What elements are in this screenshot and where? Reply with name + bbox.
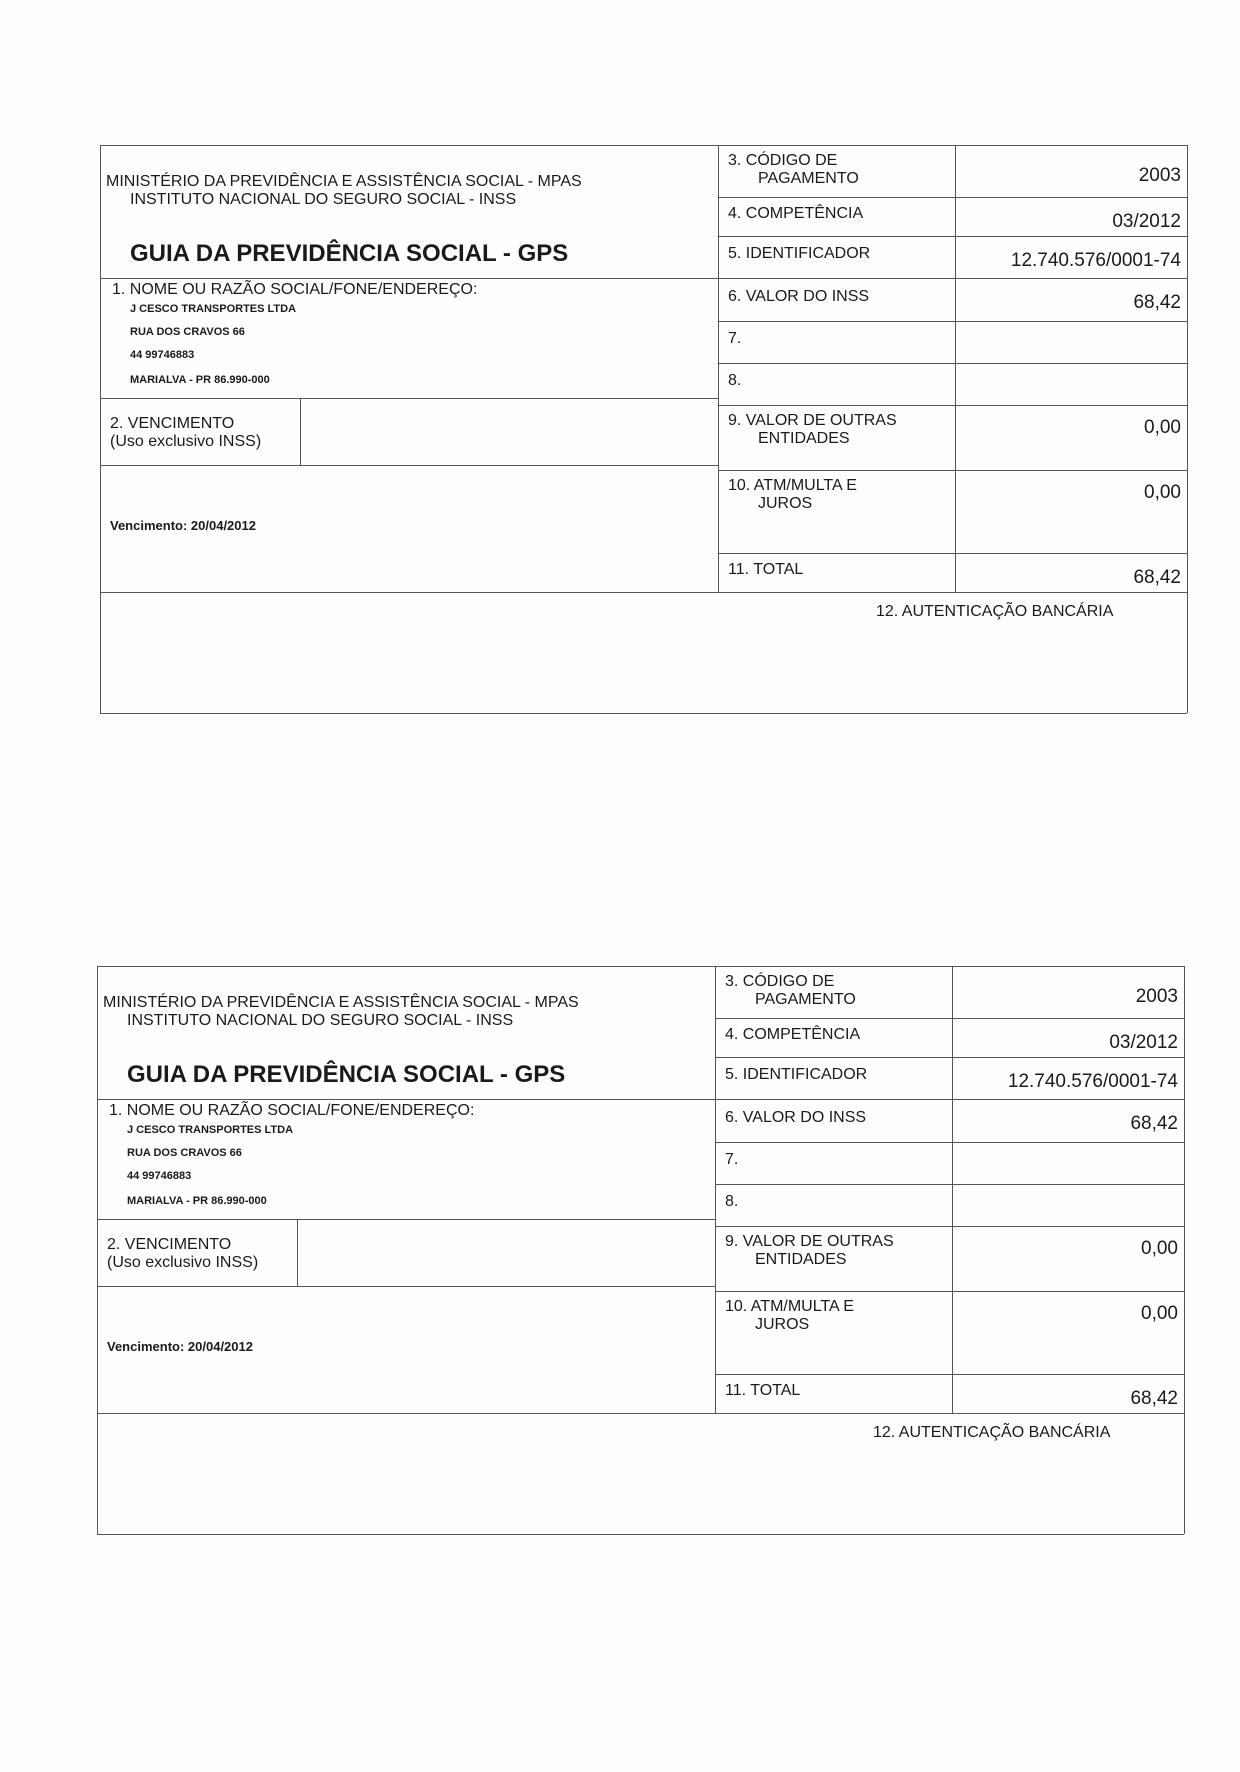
row-label: 7. bbox=[728, 330, 742, 347]
row-value: 0,00 bbox=[1144, 417, 1181, 438]
company-phone: 44 99746883 bbox=[127, 1170, 192, 1182]
row-label: 5. IDENTIFICADOR bbox=[728, 245, 871, 262]
row-label: 3. CÓDIGO DE bbox=[728, 152, 838, 169]
form-rule bbox=[100, 145, 101, 713]
row-label: 5. IDENTIFICADOR bbox=[725, 1066, 868, 1083]
gps-form-2 bbox=[97, 966, 1184, 1534]
form-rule bbox=[100, 398, 718, 399]
row-value: 2003 bbox=[1138, 165, 1181, 186]
form-rule bbox=[715, 1057, 1184, 1058]
form-rule bbox=[1187, 145, 1188, 713]
row-value: 68,42 bbox=[1133, 567, 1181, 588]
form-rule bbox=[97, 1219, 715, 1220]
form-rule bbox=[715, 966, 716, 1413]
row-label: 6. VALOR DO INSS bbox=[728, 287, 870, 305]
form-rule bbox=[100, 278, 718, 279]
form-rule bbox=[715, 1291, 1184, 1292]
row-value: 68,42 bbox=[1130, 1113, 1178, 1134]
form-rule bbox=[718, 145, 719, 592]
company-address: RUA DOS CRAVOS 66 bbox=[130, 326, 245, 338]
row-label: 11. TOTAL bbox=[728, 561, 804, 578]
form-title: GUIA DA PREVIDÊNCIA SOCIAL - GPS bbox=[130, 240, 569, 267]
form-rule bbox=[97, 966, 98, 1534]
row-label: 9. VALOR DE OUTRAS bbox=[725, 1233, 894, 1250]
row-value: 03/2012 bbox=[1109, 1032, 1178, 1053]
form-rule bbox=[718, 405, 1187, 406]
company-name: J CESCO TRANSPORTES LTDA bbox=[130, 303, 297, 315]
due-date-note: Vencimento: 20/04/2012 bbox=[107, 1339, 253, 1354]
gps-form-1 bbox=[100, 145, 1187, 713]
row-label: 11. TOTAL bbox=[725, 1382, 801, 1399]
form-rule bbox=[718, 553, 1187, 554]
row-value: 03/2012 bbox=[1112, 211, 1181, 232]
form-rule bbox=[952, 966, 953, 1413]
field2-sublabel: (Uso exclusivo INSS) bbox=[107, 1254, 259, 1271]
form-rule bbox=[100, 592, 1187, 593]
company-address: RUA DOS CRAVOS 66 bbox=[127, 1147, 242, 1159]
form-rule bbox=[715, 1018, 1184, 1019]
company-city: MARIALVA - PR 86.990-000 bbox=[130, 374, 270, 386]
company-name: J CESCO TRANSPORTES LTDA bbox=[127, 1124, 294, 1136]
form-rule bbox=[97, 1534, 1184, 1535]
row-value: 0,00 bbox=[1144, 482, 1181, 503]
field2-sublabel: (Uso exclusivo INSS) bbox=[110, 433, 262, 450]
row-value: 0,00 bbox=[1141, 1303, 1178, 1324]
row-value: 68,42 bbox=[1133, 292, 1181, 313]
row-value: 0,00 bbox=[1141, 1238, 1178, 1259]
row-label: 10. ATM/MULTA E bbox=[728, 477, 857, 494]
institute-name: INSTITUTO NACIONAL DO SEGURO SOCIAL - INSS bbox=[127, 1012, 514, 1029]
form-rule bbox=[715, 1226, 1184, 1227]
form-rule bbox=[100, 713, 1187, 714]
row-value: 12.740.576/0001-74 bbox=[1007, 1071, 1178, 1092]
form-rule bbox=[718, 470, 1187, 471]
form-rule bbox=[100, 145, 1187, 146]
ministry-name: MINISTÉRIO DA PREVIDÊNCIA E ASSISTÊNCIA SOCIAL - MPAS bbox=[103, 994, 579, 1011]
form-rule bbox=[718, 278, 1187, 279]
row-label: 9. VALOR DE OUTRAS bbox=[728, 412, 897, 429]
row-value: 12.740.576/0001-74 bbox=[1010, 250, 1181, 271]
ministry-name: MINISTÉRIO DA PREVIDÊNCIA E ASSISTÊNCIA SOCIAL - MPAS bbox=[106, 173, 582, 190]
company-city: MARIALVA - PR 86.990-000 bbox=[127, 1195, 267, 1207]
field1-label: 1. NOME OU RAZÃO SOCIAL/FONE/ENDEREÇO: bbox=[112, 281, 478, 298]
form-rule bbox=[718, 236, 1187, 237]
row-label: 7. bbox=[725, 1151, 739, 1168]
row-label: 10. ATM/MULTA E bbox=[725, 1298, 854, 1315]
form-rule bbox=[715, 1184, 1184, 1185]
row-label: 4. COMPETÊNCIA bbox=[725, 1026, 861, 1043]
form-rule bbox=[718, 363, 1187, 364]
row-label: 3. CÓDIGO DE bbox=[725, 973, 835, 990]
form-rule bbox=[955, 145, 956, 592]
form-rule bbox=[100, 465, 718, 466]
form-rule bbox=[97, 966, 1184, 967]
row-label: 8. bbox=[725, 1193, 739, 1210]
row-value: 2003 bbox=[1135, 986, 1178, 1007]
row-sublabel: PAGAMENTO bbox=[758, 170, 859, 187]
institute-name: INSTITUTO NACIONAL DO SEGURO SOCIAL - INSS bbox=[130, 191, 517, 208]
form-title: GUIA DA PREVIDÊNCIA SOCIAL - GPS bbox=[127, 1061, 566, 1088]
field2-label: 2. VENCIMENTO bbox=[107, 1236, 232, 1253]
due-date-note: Vencimento: 20/04/2012 bbox=[110, 518, 256, 533]
form-rule bbox=[715, 1374, 1184, 1375]
row-sublabel: PAGAMENTO bbox=[755, 991, 856, 1008]
form-rule bbox=[715, 1099, 1184, 1100]
field2-label: 2. VENCIMENTO bbox=[110, 415, 235, 432]
form-rule bbox=[1184, 966, 1185, 1534]
row-sublabel: JUROS bbox=[755, 1316, 810, 1333]
company-phone: 44 99746883 bbox=[130, 349, 195, 361]
form-rule bbox=[300, 398, 301, 465]
form-rule bbox=[297, 1219, 298, 1286]
row-label: 4. COMPETÊNCIA bbox=[728, 205, 864, 222]
row-value: 68,42 bbox=[1130, 1388, 1178, 1409]
row-label: 8. bbox=[728, 372, 742, 389]
form-rule bbox=[97, 1413, 1184, 1414]
form-rule bbox=[718, 197, 1187, 198]
bank-auth-label: 12. AUTENTICAÇÃO BANCÁRIA bbox=[876, 603, 1114, 620]
form-rule bbox=[97, 1286, 715, 1287]
form-rule bbox=[715, 1142, 1184, 1143]
field1-label: 1. NOME OU RAZÃO SOCIAL/FONE/ENDEREÇO: bbox=[109, 1102, 475, 1119]
form-rule bbox=[97, 1099, 715, 1100]
form-rule bbox=[718, 321, 1187, 322]
row-sublabel: ENTIDADES bbox=[758, 430, 850, 447]
row-label: 6. VALOR DO INSS bbox=[725, 1108, 867, 1126]
row-sublabel: JUROS bbox=[758, 495, 813, 512]
bank-auth-label: 12. AUTENTICAÇÃO BANCÁRIA bbox=[873, 1424, 1111, 1441]
row-sublabel: ENTIDADES bbox=[755, 1251, 847, 1268]
